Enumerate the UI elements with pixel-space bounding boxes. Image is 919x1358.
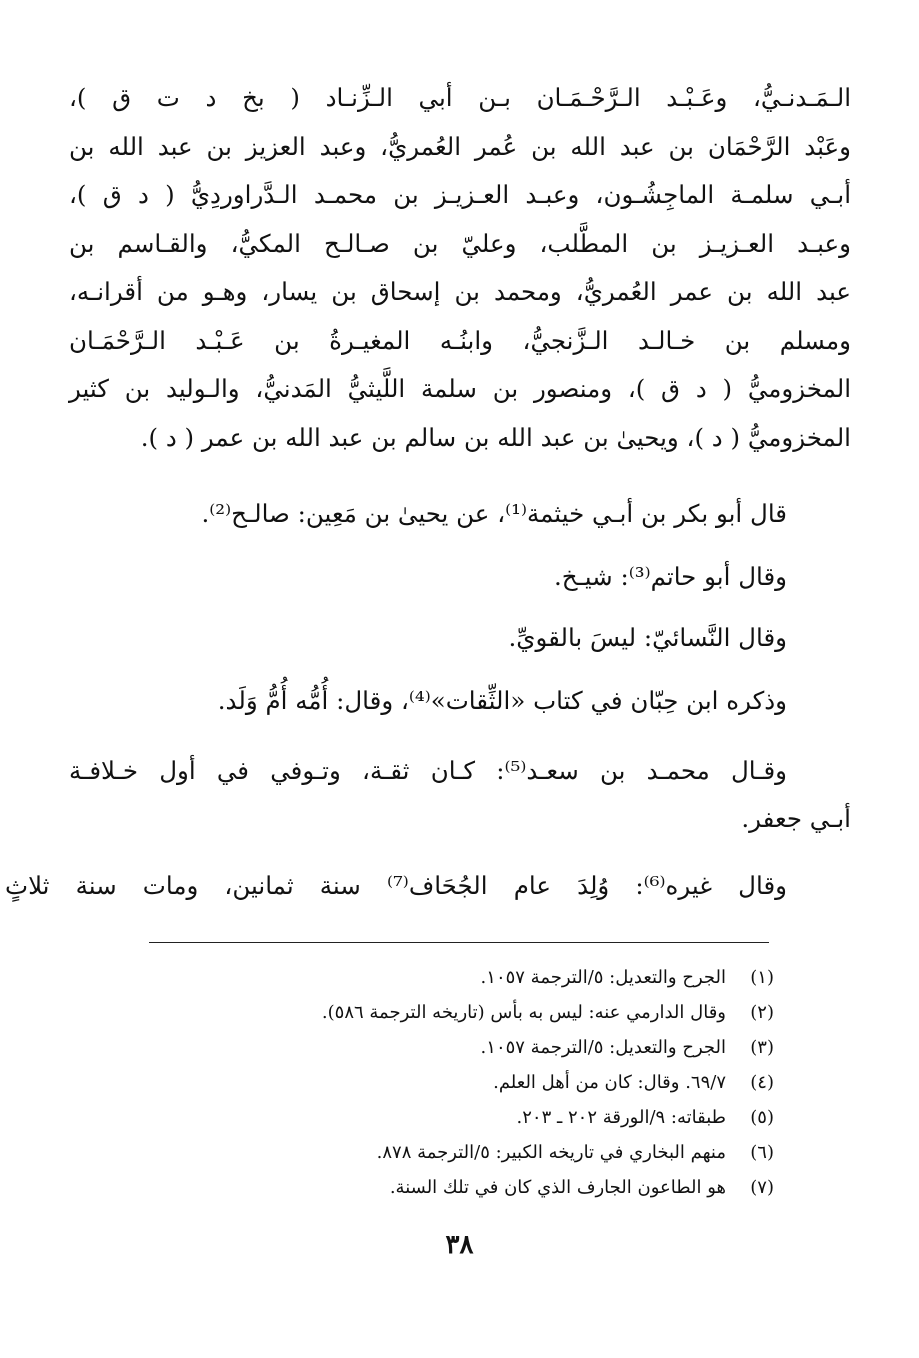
footnote-text: ٦٩/٧. وقال: كان من أهل العلم. [493,1072,726,1093]
footnote-4 [124,1065,774,1100]
footnote-number: (٤) [750,1072,774,1093]
footnotes [124,960,774,1205]
footnote-separator [149,942,769,943]
text-line: وقـال محمـد بن سعـد⁽⁵⁾: كـان ثقـة، وتـوفي في أول خـلافـة [69,756,787,785]
footnote-1 [124,960,774,995]
footnote-number: (٧) [750,1177,774,1198]
footnote-7 [124,1170,774,1205]
text-line: ومسلم بن خـالـد الـزَّنجيُّ، وابنُـه المغيـرةُ بن عَـبْـد الـرَّحْمَـان [69,325,851,355]
ibn-hibban-paragraph: وذكره ابن حِبّان في كتاب «الثِّقات»⁽⁴⁾، وقال: أُمُّه أُمُّ وَلَد. [217,686,787,715]
abu-hatim-paragraph: وقال أبو حاتم⁽³⁾: شيـخ. [553,562,787,591]
ibn-saad-paragraph [69,747,851,843]
footnote-text: هو الطاعون الجارف الذي كان في تلك السنة. [389,1177,726,1198]
footnote-number: (٦) [750,1142,774,1163]
footnote-text: الجرح والتعديل: ٥/الترجمة ١٠٥٧. [480,967,726,988]
text-line: أبـي جعفر. [741,804,851,833]
text-line: وعَبْد الرَّحْمَان بن عبد الله بن عُمر العُمريُّ، وعبد العزيز بن عبد الله بن [69,131,851,161]
footnote-5 [124,1100,774,1135]
narrators-list-paragraph [69,74,851,462]
text-line: المخزوميُّ ( د )، ويحيىٰ بن عبد الله بن سالم بن عبد الله بن عمر ( د ). [140,422,851,452]
footnote-number: (٢) [750,1002,774,1023]
footnote-text: منهم البخاري في تاريخه الكبير: ٥/الترجمة ٨٧٨. [376,1142,726,1163]
text-line: المخزوميُّ ( د ق )، ومنصور بن سلمة اللَّيثيُّ المَدنيُّ، والـوليد بن كثير [69,374,851,403]
footnote-6 [124,1135,774,1170]
footnote-2 [124,995,774,1030]
text-line: أبـي سلمـة الماجِشُـون، وعبـد العـزيـز بن محمـد الـدَّراوردِيُّ ( د ق )، [69,180,851,209]
footnote-number: (٥) [750,1107,774,1128]
page-number: ٣٨ [445,1230,474,1260]
text-line: وعبـد العـزيـز بن المطَّلب، وعليّ بن صـالـح المكيُّ، والقـاسم بن [69,228,851,258]
footnote-text: وقال الدارمي عنه: ليس به بأس (تاريخه الترجمة ٥٨٦). [321,1002,726,1023]
footnote-number: (٣) [750,1037,774,1058]
text-line: الـمَـدنـيُّ، وعَـبْـد الـرَّحْـمَـان بـن أبي الـزِّنـاد ( بخ د ت ق )، [69,83,851,112]
nasai-paragraph: وقال النَّسائيّ: ليسَ بالقويِّ. [508,623,787,652]
text-line: عبد الله بن عمر العُمريُّ، ومحمد بن إسحاق بن يسار، وهـو من أقرانـه، [69,277,851,306]
footnote-3 [124,1030,774,1065]
abu-bakr-paragraph: قال أبو بكر بن أبـي خيثمة⁽¹⁾، عن يحيىٰ بن مَعِين: صالـح⁽²⁾. [201,499,787,528]
ghayruhu-paragraph: وقال غيره⁽⁶⁾: وُلِدَ عام الجُحَاف⁽⁷⁾ سنة ثمانين، ومات سنة ثلاثٍ [5,871,787,900]
footnote-text: الجرح والتعديل: ٥/الترجمة ١٠٥٧. [480,1037,726,1058]
footnote-text: طبقاته: ٩/الورقة ٢٠٢ ـ ٢٠٣. [516,1107,726,1128]
footnote-number: (١) [750,967,774,988]
